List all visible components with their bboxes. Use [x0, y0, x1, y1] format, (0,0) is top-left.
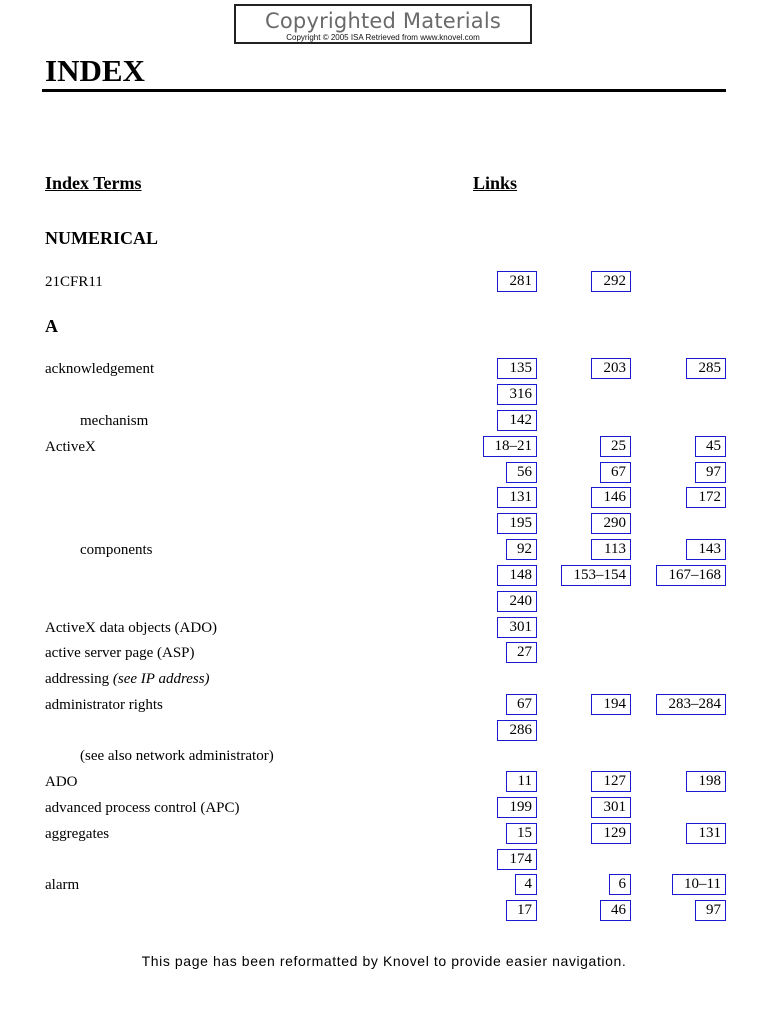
page-link[interactable]: 283–284 — [656, 694, 726, 715]
page-link[interactable]: 135 — [497, 358, 537, 379]
index-term: alarm — [45, 877, 80, 893]
index-term: advanced process control (APC) — [45, 800, 240, 816]
page-link[interactable]: 286 — [497, 720, 537, 741]
index-row — [0, 668, 768, 690]
see-also-reference: (see also network administrator) — [80, 748, 274, 764]
page-link[interactable]: 198 — [686, 771, 726, 792]
index-term: ActiveX data objects (ADO) — [45, 620, 218, 636]
page-title: INDEX — [45, 53, 145, 88]
index-row — [0, 849, 768, 871]
page-link[interactable]: 195 — [497, 513, 537, 534]
page-link[interactable]: 6 — [609, 874, 631, 895]
index-subterm: components — [80, 542, 153, 558]
index-row — [0, 591, 768, 613]
page-link[interactable]: 27 — [506, 642, 537, 663]
index-term: 21CFR11 — [45, 274, 103, 290]
index-row — [0, 462, 768, 484]
page-link[interactable]: 45 — [695, 436, 726, 457]
page-link[interactable]: 285 — [686, 358, 726, 379]
page-link[interactable]: 240 — [497, 591, 537, 612]
page-link[interactable]: 142 — [497, 410, 537, 431]
section-heading-a: A — [45, 316, 58, 336]
index-term: ActiveX — [45, 439, 96, 455]
page-link[interactable]: 301 — [497, 617, 537, 638]
index-row — [0, 745, 768, 767]
section-heading-numerical: NUMERICAL — [45, 228, 159, 248]
page-link[interactable]: 46 — [600, 900, 631, 921]
index-row — [0, 271, 768, 293]
see-reference: (see IP address) — [112, 671, 210, 687]
index-term: ADO — [45, 774, 78, 790]
index-row — [0, 539, 768, 561]
page-link[interactable]: 15 — [506, 823, 537, 844]
index-row — [0, 384, 768, 406]
page-link[interactable]: 131 — [686, 823, 726, 844]
index-row — [0, 617, 768, 639]
index-term: administrator rights — [45, 697, 163, 713]
page-link[interactable]: 97 — [695, 462, 726, 483]
index-row — [0, 358, 768, 380]
page-link[interactable]: 131 — [497, 487, 537, 508]
page-link[interactable]: 25 — [600, 436, 631, 457]
index-row — [0, 771, 768, 793]
index-row — [0, 720, 768, 742]
page-link[interactable]: 56 — [506, 462, 537, 483]
page-link[interactable]: 67 — [506, 694, 537, 715]
page-link[interactable]: 316 — [497, 384, 537, 405]
page-link[interactable]: 281 — [497, 271, 537, 292]
page-link[interactable]: 174 — [497, 849, 537, 870]
index-row — [0, 823, 768, 845]
links-header: Links — [473, 173, 518, 193]
index-row — [0, 410, 768, 432]
page-link[interactable]: 97 — [695, 900, 726, 921]
index-row — [0, 642, 768, 664]
page-link[interactable]: 17 — [506, 900, 537, 921]
page-link[interactable]: 92 — [506, 539, 537, 560]
index-term: acknowledgement — [45, 361, 155, 377]
index-row — [0, 797, 768, 819]
page-link[interactable]: 18–21 — [483, 436, 537, 457]
page-link[interactable]: 148 — [497, 565, 537, 586]
page-link[interactable]: 194 — [591, 694, 631, 715]
page-link[interactable]: 67 — [600, 462, 631, 483]
page-link[interactable]: 292 — [591, 271, 631, 292]
index-row — [0, 900, 768, 922]
index-term — [45, 670, 210, 688]
page-link[interactable]: 143 — [686, 539, 726, 560]
index-subterm: mechanism — [80, 413, 149, 429]
page-link[interactable]: 11 — [506, 771, 537, 792]
index-row — [0, 565, 768, 587]
page-link[interactable]: 199 — [497, 797, 537, 818]
page-link[interactable]: 301 — [591, 797, 631, 818]
page-link[interactable]: 4 — [515, 874, 537, 895]
index-row — [0, 436, 768, 458]
index-row — [0, 874, 768, 896]
index-row — [0, 513, 768, 535]
page-link[interactable]: 167–168 — [656, 565, 726, 586]
index-row — [0, 694, 768, 716]
page-link[interactable]: 203 — [591, 358, 631, 379]
stamp-title: Copyrighted Materials — [265, 9, 501, 33]
page-link[interactable]: 172 — [686, 487, 726, 508]
page-link[interactable]: 146 — [591, 487, 631, 508]
stamp-subtitle: Copyright © 2005 ISA Retrieved from www.knovel.com — [286, 33, 480, 42]
copyright-stamp — [234, 4, 532, 44]
title-rule — [42, 89, 726, 92]
index-terms-header: Index Terms — [45, 173, 142, 193]
page-link[interactable]: 113 — [591, 539, 631, 560]
page-link[interactable]: 127 — [591, 771, 631, 792]
index-term: aggregates — [45, 826, 110, 842]
page-link[interactable]: 10–11 — [672, 874, 726, 895]
index-row — [0, 487, 768, 509]
knovel-footer-note: This page has been reformatted by Knovel to provide easier navigation. — [141, 953, 627, 969]
index-term: active server page (ASP) — [45, 645, 195, 661]
page-link[interactable]: 153–154 — [561, 565, 631, 586]
index-term-text: addressing — [45, 671, 110, 687]
page-link[interactable]: 129 — [591, 823, 631, 844]
page-link[interactable]: 290 — [591, 513, 631, 534]
